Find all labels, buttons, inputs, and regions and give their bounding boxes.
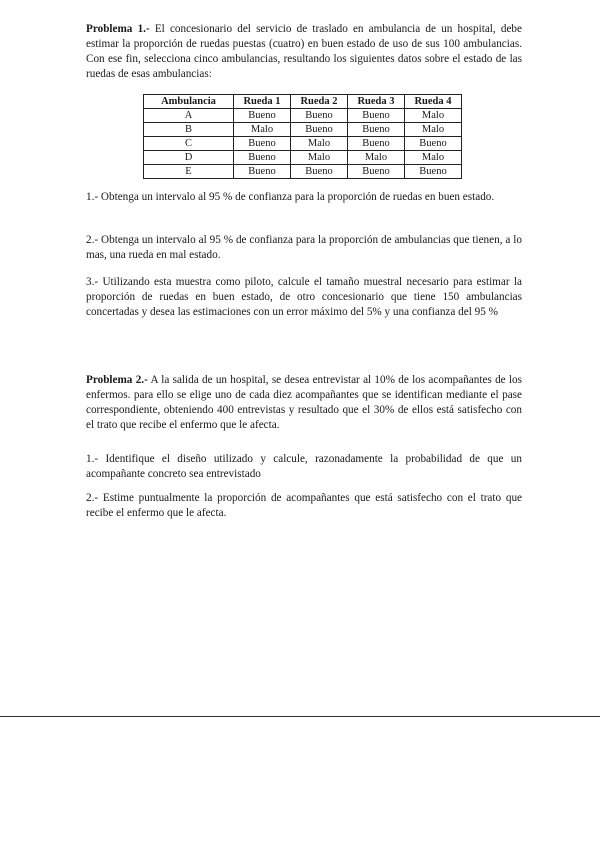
problem1-question-2: 2.- Obtenga un intervalo al 95 % de confianza para la proporción de ambulancias que tienen, a lo mas, una rueda en mal estado. [86,234,522,261]
table-cell: Bueno [291,109,348,123]
table-cell: Bueno [348,137,405,151]
problem2-intro: A la salida de un hospital, se desea entrevistar al 10% de los acompañantes de los enfermos. para ello se elige uno de cada diez acompañantes que se identifican mediante el pase correspondiente, obteniendo 400 entrevistas y resultado que el 30% de ellos está satisfecho con el trato que recibe el enfermo que le afecta. [86,374,522,431]
problem1-question-3: 3.- Utilizando esta muestra como piloto, calcule el tamaño muestral necesario para estimar la proporción de ruedas en buen estado, de otro concesionario que tiene 150 ambulancias concertadas y desea las estimaciones con un error máximo del 5% y una confianza del 95 % [86,276,522,318]
table-row [144,165,462,179]
table-cell: Bueno [405,165,462,179]
table-cell: Malo [405,123,462,137]
problem1-label: Problema 1.- [86,23,150,35]
table-row [144,109,462,123]
table-cell: Bueno [234,151,291,165]
table-header-row [144,95,462,109]
table-cell: Bueno [234,109,291,123]
table-cell: E [144,165,234,179]
bottom-divider [0,716,600,717]
table-cell: Malo [234,123,291,137]
header-rueda-2: Rueda 2 [291,95,348,109]
table-cell: Bueno [234,137,291,151]
table-cell: Bueno [291,165,348,179]
table-cell: Malo [291,137,348,151]
header-ambulancia: Ambulancia [144,95,234,109]
problem1-statement [86,22,522,82]
table-row [144,151,462,165]
problem1-intro: El concesionario del servicio de traslado en ambulancia de un hospital, debe estimar la proporción de ruedas puestas (cuatro) en buen estado de uso de sus 100 ambulancias. Con ese fin, selecciona cinco ambulancias, resultando los siguientes datos sobre el estado de las ruedas de esas ambulancias: [86,23,522,80]
table-cell: Malo [291,151,348,165]
table-cell: Bueno [234,165,291,179]
table-cell: B [144,123,234,137]
header-rueda-4: Rueda 4 [405,95,462,109]
tire-condition-table [143,94,462,179]
table-cell: C [144,137,234,151]
table-cell: Malo [348,151,405,165]
table-row [144,123,462,137]
table-cell: Bueno [291,123,348,137]
table-row [144,137,462,151]
problem2-question-1: 1.- Identifique el diseño utilizado y calcule, razonadamente la probabilidad de que un acompañante concreto sea entrevistado [86,453,522,480]
header-rueda-3: Rueda 3 [348,95,405,109]
problem1-question-1: 1.- Obtenga un intervalo al 95 % de confianza para la proporción de ruedas en buen estado. [86,191,495,203]
table-cell: A [144,109,234,123]
problem2-statement [86,373,522,433]
header-rueda-1: Rueda 1 [234,95,291,109]
table-cell: Bueno [348,123,405,137]
table-cell: Malo [405,109,462,123]
table-cell: Bueno [348,109,405,123]
problem2-label: Problema 2.- [86,374,148,386]
table-cell: Malo [405,151,462,165]
table-cell: Bueno [405,137,462,151]
problem2-question-2: 2.- Estime puntualmente la proporción de acompañantes que está satisfecho con el trato que recibe el enfermo que le afecta. [86,492,522,519]
table-cell: D [144,151,234,165]
table-cell: Bueno [348,165,405,179]
